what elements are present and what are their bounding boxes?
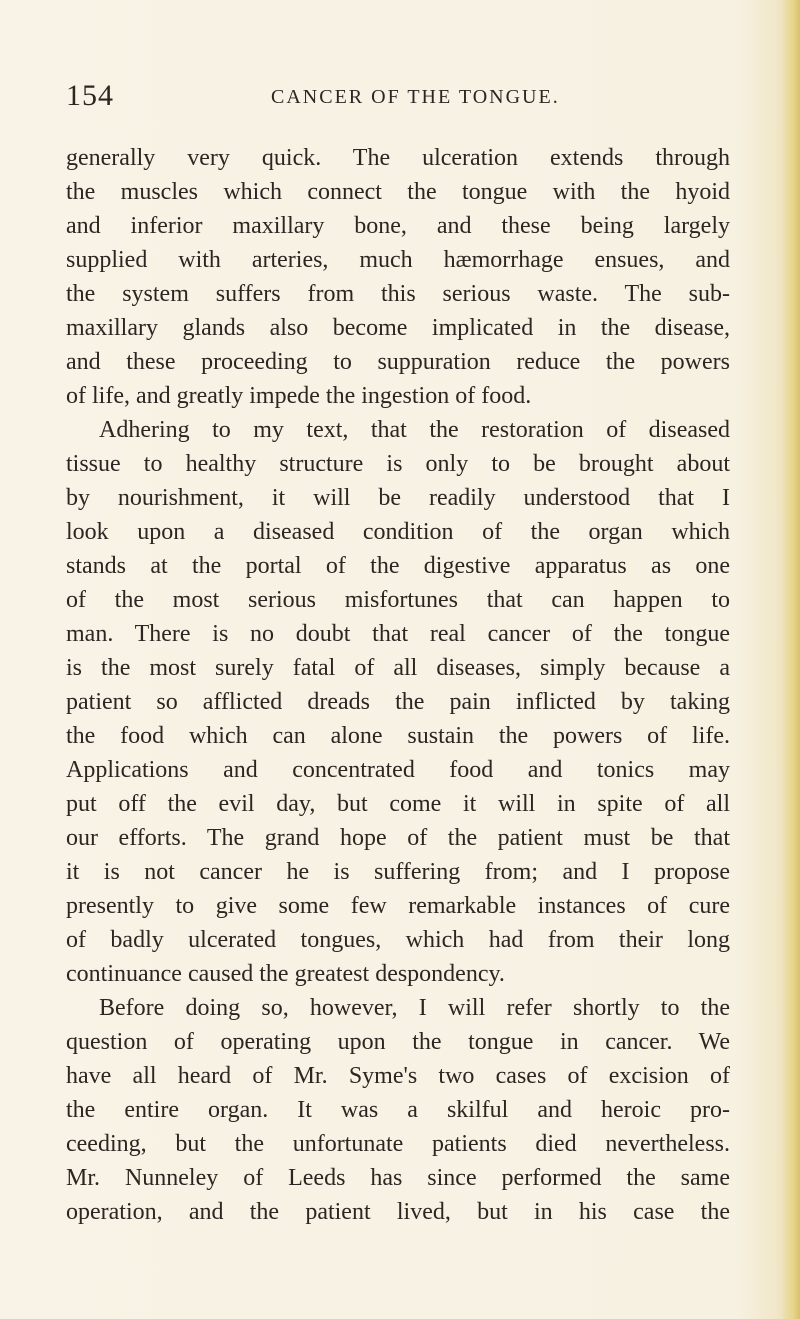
text-line: our efforts. The grand hope of the patient must be that <box>66 825 730 851</box>
text-line: of the most serious misfortunes that can happen to <box>66 587 730 613</box>
text-line: is the most surely fatal of all diseases, simply because a <box>66 655 730 681</box>
text-line: ceeding, but the unfortunate patients died nevertheless. <box>66 1131 730 1157</box>
text-line: of badly ulcerated tongues, which had from their long <box>66 927 730 953</box>
text-line: the system suffers from this serious waste. The sub- <box>66 281 730 307</box>
page-number: 154 <box>66 79 114 112</box>
text-line: Adhering to my text, that the restoration of diseased <box>99 417 730 443</box>
text-line: stands at the portal of the digestive apparatus as one <box>66 553 730 579</box>
text-line: man. There is no doubt that real cancer of the tongue <box>66 621 730 647</box>
text-line: operation, and the patient lived, but in his case the <box>66 1199 730 1225</box>
text-line: presently to give some few remarkable instances of cure <box>66 893 730 919</box>
text-line: by nourishment, it will be readily understood that I <box>66 485 730 511</box>
text-line: supplied with arteries, much hæmorrhage ensues, and <box>66 247 730 273</box>
text-line: the entire organ. It was a skilful and heroic pro- <box>66 1097 730 1123</box>
text-line: tissue to healthy structure is only to be brought about <box>66 451 730 477</box>
text-line: maxillary glands also become implicated in the disease, <box>66 315 730 341</box>
text-line: the muscles which connect the tongue with the hyoid <box>66 179 730 205</box>
text-line: Mr. Nunneley of Leeds has since performed the same <box>66 1165 730 1191</box>
text-line: patient so afflicted dreads the pain inflicted by taking <box>66 689 730 715</box>
text-line: it is not cancer he is suffering from; and I propose <box>66 859 730 885</box>
text-line: put off the evil day, but come it will in spite of all <box>66 791 730 817</box>
text-line: continuance caused the greatest despondency. <box>66 961 505 987</box>
page-header <box>66 78 726 118</box>
text-line: the food which can alone sustain the powers of life. <box>66 723 730 749</box>
text-line: of life, and greatly impede the ingestion of food. <box>66 383 532 409</box>
text-line: question of operating upon the tongue in cancer. We <box>66 1029 730 1055</box>
text-line: look upon a diseased condition of the organ which <box>66 519 730 545</box>
text-line: and inferior maxillary bone, and these being largely <box>66 213 730 239</box>
page-edge-shading <box>782 0 800 1319</box>
text-line: have all heard of Mr. Syme's two cases of excision of <box>66 1063 730 1089</box>
running-head: CANCER OF THE TONGUE. <box>271 86 560 108</box>
text-line: generally very quick. The ulceration extends through <box>66 145 730 171</box>
text-line: Applications and concentrated food and tonics may <box>66 757 730 783</box>
text-line: and these proceeding to suppuration reduce the powers <box>66 349 730 375</box>
body-text <box>66 141 730 1229</box>
text-line: Before doing so, however, I will refer shortly to the <box>99 995 730 1021</box>
